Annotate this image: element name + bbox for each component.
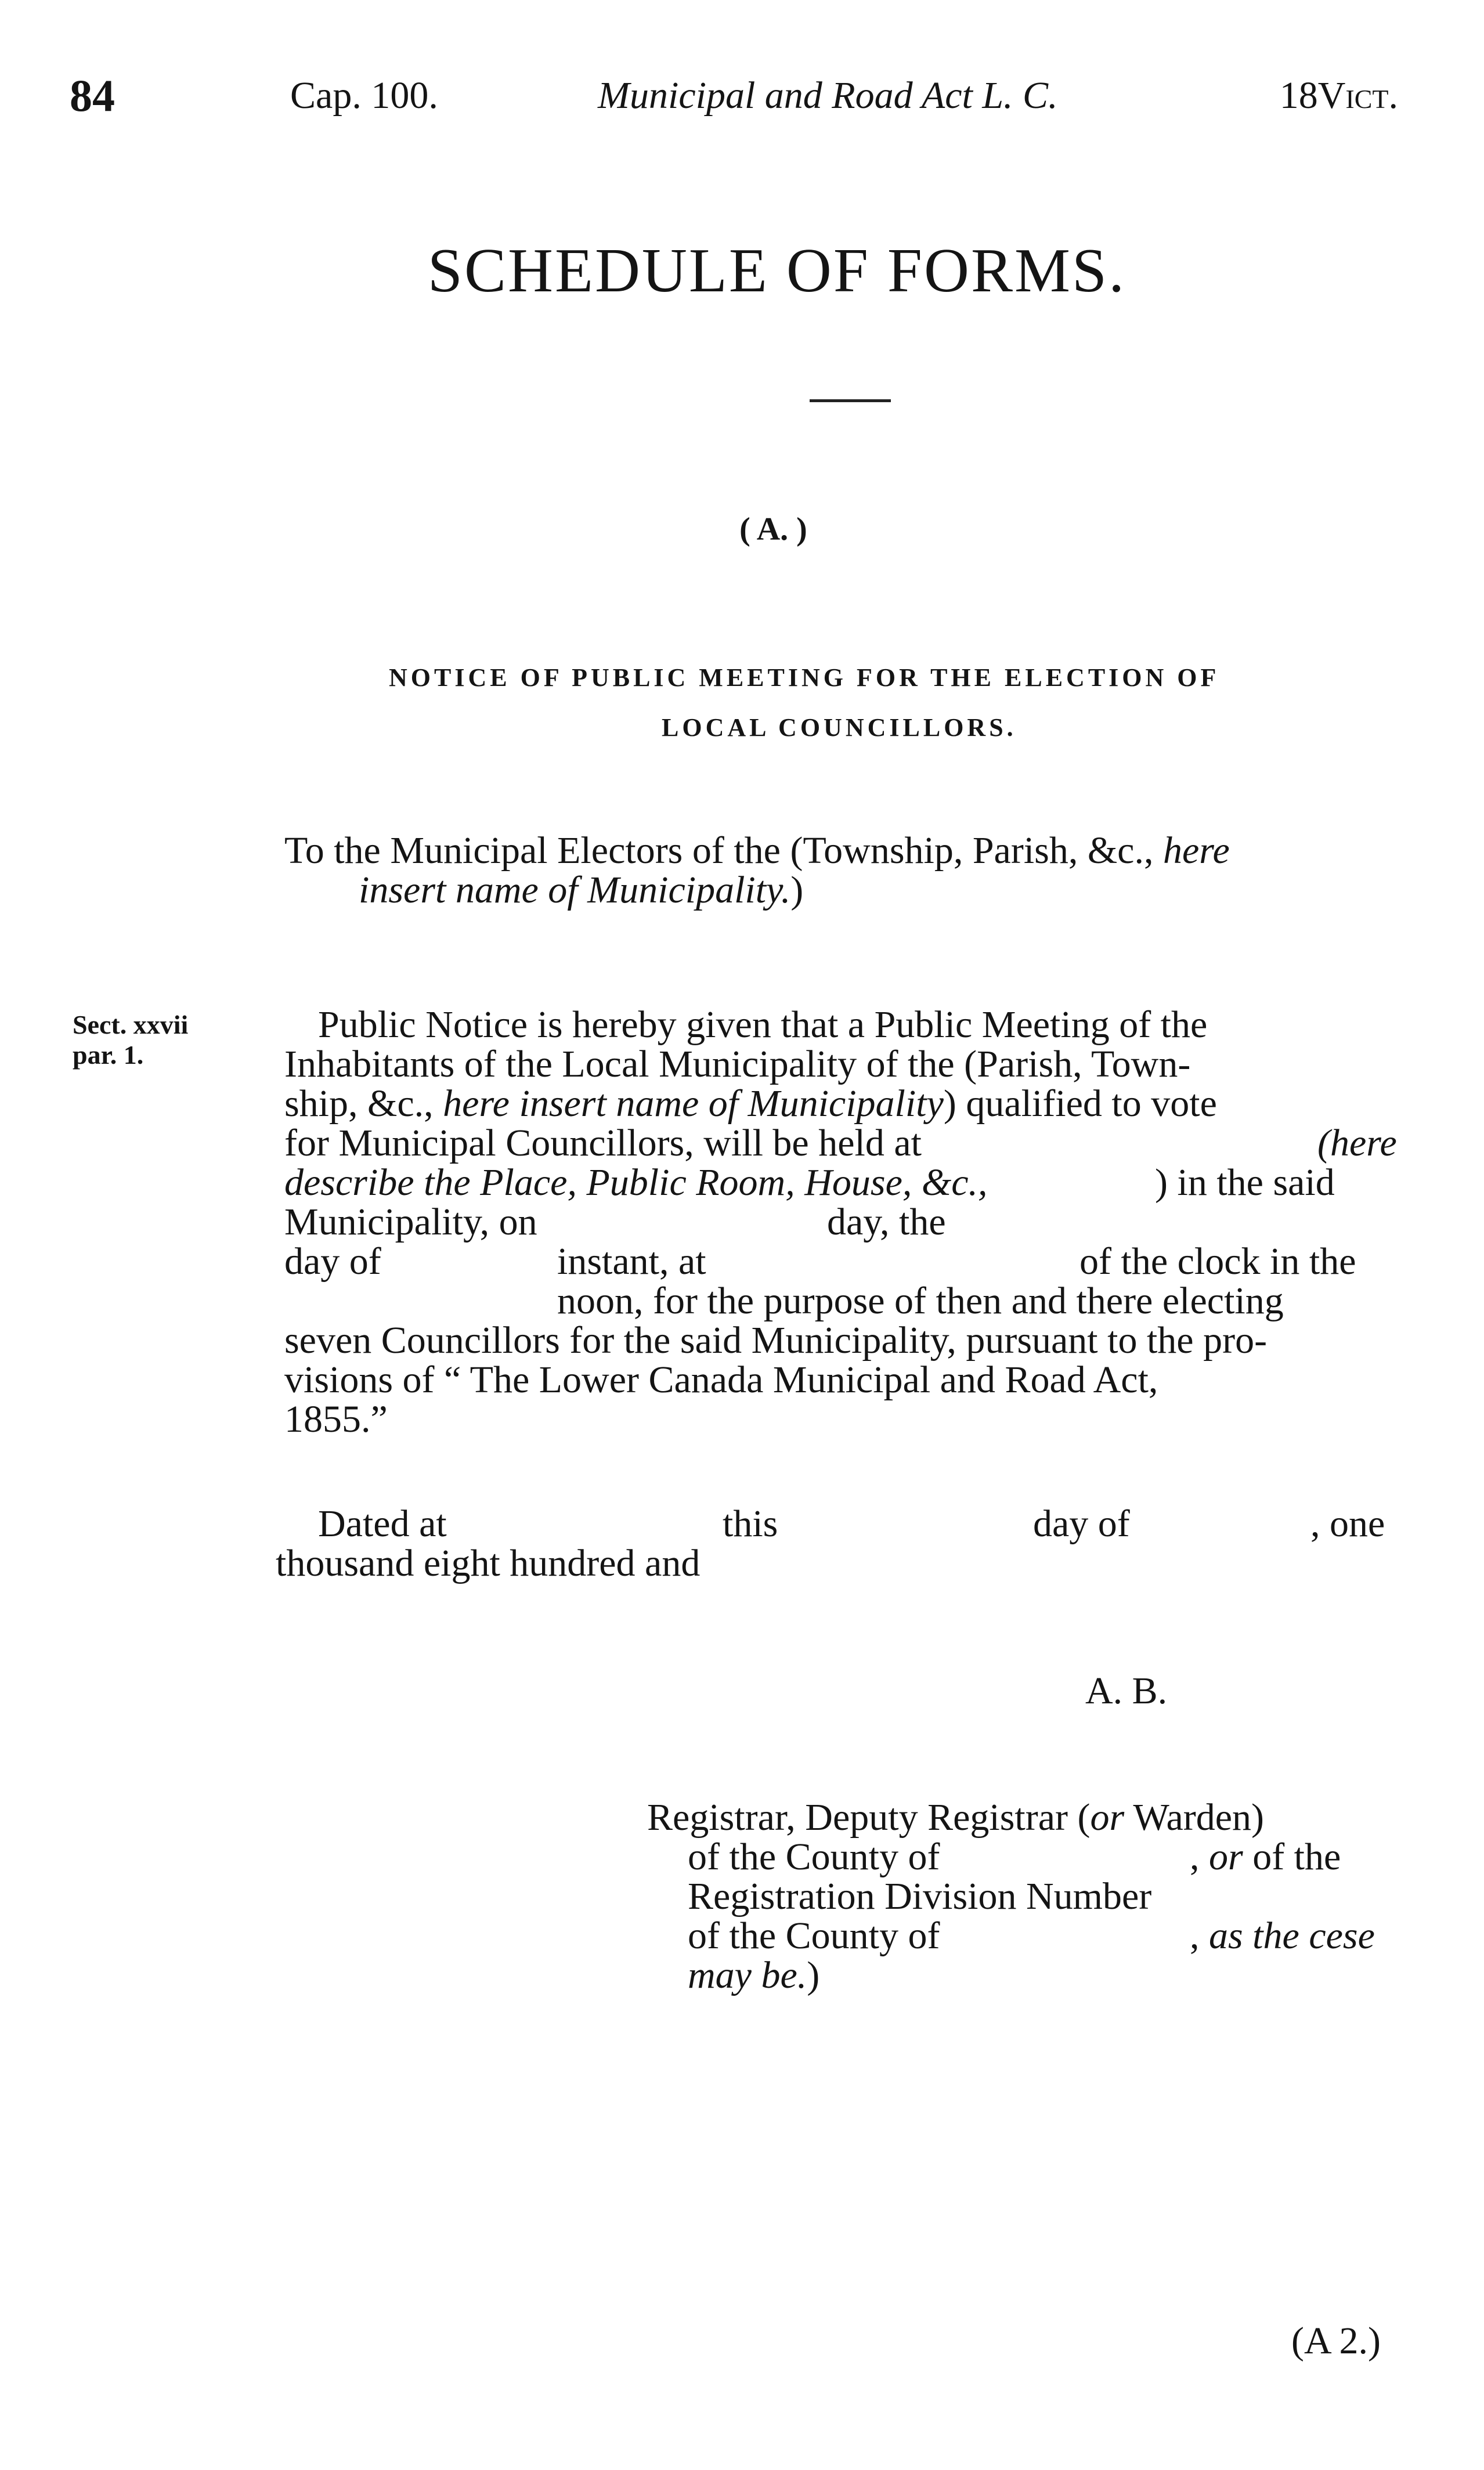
regnal-word: Vict. bbox=[1317, 74, 1398, 117]
margin-note-paragraph: par. 1. bbox=[73, 1040, 144, 1070]
registrar-line-4b: , as the cese bbox=[1190, 1915, 1375, 1957]
margin-note-section: Sect. xxvii bbox=[73, 1010, 189, 1039]
body-line-2: Inhabitants of the Local Municipality of the (Parish, Town- bbox=[284, 1043, 1191, 1085]
body-line-7a: day of bbox=[284, 1240, 381, 1283]
signature-initials: A. B. bbox=[1085, 1670, 1168, 1712]
registrar-line-1: Registrar, Deputy Registrar (or Warden) bbox=[647, 1796, 1265, 1839]
body-line-5b: ) in the said bbox=[1155, 1161, 1335, 1204]
page-number: 84 bbox=[70, 70, 115, 121]
body-line-7b: instant, at bbox=[557, 1240, 706, 1283]
body-line-6a: Municipality, on bbox=[284, 1201, 537, 1243]
body-line-6b: day, the bbox=[827, 1201, 946, 1243]
act-title: Municipal and Road Act L. C. bbox=[598, 74, 1058, 117]
footer-signature-mark: (A 2.) bbox=[1291, 2320, 1381, 2362]
body-line-9: seven Councillors for the said Municipality, pursuant to the pro- bbox=[284, 1319, 1268, 1362]
body-line-7c: of the clock in the bbox=[1079, 1240, 1356, 1283]
chapter-label: Cap. 100. bbox=[290, 74, 438, 117]
regnal-year bbox=[1280, 70, 1398, 122]
registrar-line-2b: , or of the bbox=[1190, 1836, 1341, 1878]
body-line-10: visions of “ The Lower Canada Municipal and Road Act, bbox=[284, 1359, 1158, 1401]
title-rule bbox=[810, 399, 891, 402]
margin-note bbox=[73, 1010, 188, 1070]
schedule-title: SCHEDULE OF FORMS. bbox=[427, 236, 1126, 305]
dated-thousand: thousand eight hundred and bbox=[276, 1542, 701, 1584]
registrar-line-3: Registration Division Number bbox=[688, 1875, 1152, 1918]
notice-heading-line-1: NOTICE OF PUBLIC MEETING FOR THE ELECTION OF bbox=[389, 663, 1220, 692]
body-line-4a: for Municipal Councillors, will be held at bbox=[284, 1122, 922, 1164]
body-line-1: Public Notice is hereby given that a Public Meeting of the bbox=[318, 1003, 1208, 1046]
body-line-11: 1855.” bbox=[284, 1398, 388, 1440]
body-line-8: noon, for the purpose of then and there electing bbox=[557, 1280, 1284, 1322]
address-line-2: insert name of Municipality.) bbox=[359, 869, 804, 911]
dated-one: , one bbox=[1310, 1503, 1385, 1545]
registrar-line-5: may be.) bbox=[688, 1954, 820, 1996]
body-line-4b: (here bbox=[1317, 1122, 1397, 1164]
registrar-line-4a: of the County of bbox=[688, 1915, 940, 1957]
form-label: ( A. ) bbox=[739, 511, 807, 547]
dated-day-of: day of bbox=[1033, 1503, 1130, 1545]
body-line-5a: describe the Place, Public Room, House, &c., bbox=[284, 1161, 988, 1204]
regnal-number: 18 bbox=[1279, 74, 1318, 117]
dated-at: Dated at bbox=[318, 1503, 447, 1545]
address-line-1: To the Municipal Electors of the (Township, Parish, &c., here bbox=[284, 829, 1230, 872]
dated-this: this bbox=[723, 1503, 778, 1545]
registrar-line-2a: of the County of bbox=[688, 1836, 940, 1878]
body-line-3: ship, &c., here insert name of Municipality) qualified to vote bbox=[284, 1082, 1217, 1125]
notice-heading-line-2: LOCAL COUNCILLORS. bbox=[662, 713, 1017, 742]
